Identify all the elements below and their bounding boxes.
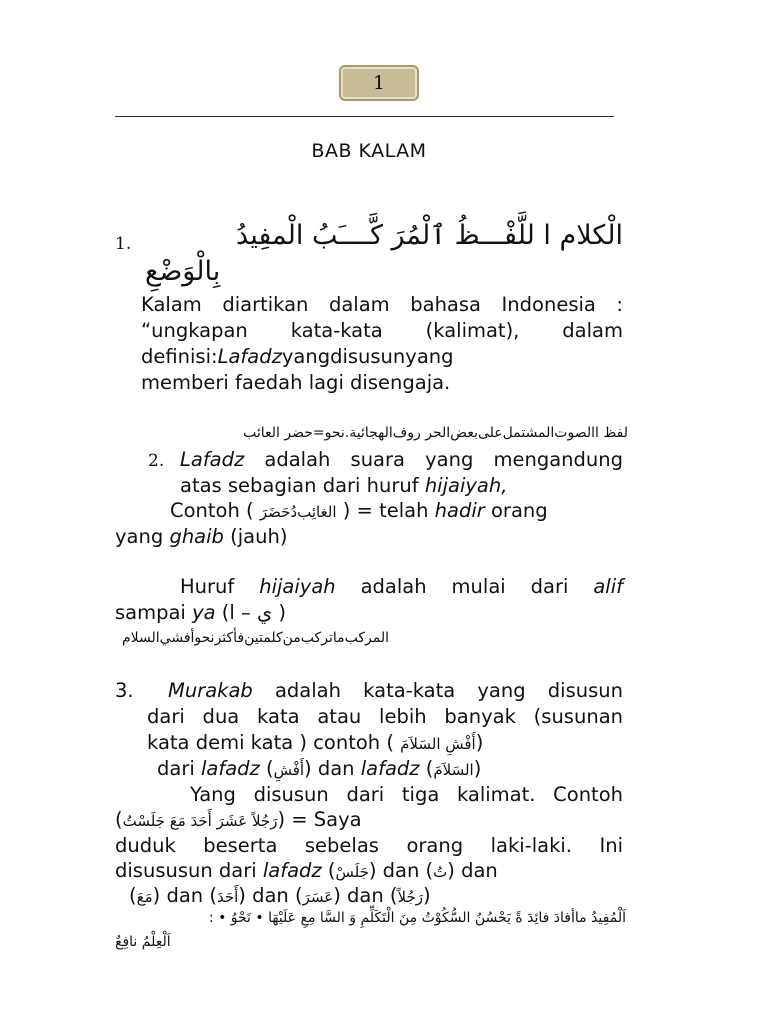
arabic-tu: تُ bbox=[433, 863, 448, 881]
item-3-line6 bbox=[115, 807, 362, 834]
item-3-line9 bbox=[129, 883, 431, 910]
item-2-line1 bbox=[180, 447, 623, 473]
item-1-arabic-line2: بِالْوَضْعِ bbox=[145, 256, 221, 287]
item-3-number: 3. bbox=[115, 679, 134, 702]
term-lafadz: Lafadz bbox=[180, 448, 245, 471]
arabic-mufid-example: اَلْعِلْمُ نافِعٌ bbox=[115, 934, 171, 950]
yang-text: yang bbox=[115, 525, 170, 548]
arabic-lafadz-definition: لفظ االصوت‌المشتمل‌على‌بعض‌الحر روف‌الهجائية.نحو=حضر العائب bbox=[243, 425, 628, 441]
paren-close: ) bbox=[475, 731, 484, 754]
item-3-line4 bbox=[157, 756, 481, 783]
item-2-yang bbox=[115, 524, 287, 550]
item-3-line1 bbox=[168, 678, 623, 704]
item-2-line2 bbox=[180, 473, 507, 499]
item-3-line8 bbox=[115, 858, 498, 885]
arabic-murakkab-definition: المركب‌ماتركب‌من‌كلمتين‌فأكثر‌نحو‌أفشي‌السلام bbox=[122, 630, 389, 646]
dan-text: ) dan ( bbox=[333, 884, 398, 907]
item-3-line3-text: kata demi kata ) contoh ( bbox=[147, 731, 394, 754]
dan-text: ) dan ( bbox=[368, 859, 434, 882]
yang-post: (jauh) bbox=[223, 525, 288, 548]
sampai-text: sampai bbox=[115, 601, 193, 624]
paren-open: ( bbox=[419, 757, 434, 780]
paren-open: ( bbox=[115, 808, 123, 831]
item-3-line2 bbox=[147, 704, 623, 730]
contoh-label: Contoh ( bbox=[170, 499, 254, 522]
arabic-afsyi-salam: أَفْشِ السَلاَمَ bbox=[400, 735, 476, 753]
item-2-number: 2. bbox=[148, 451, 165, 471]
item-3-line7-text: duduk beserta sebelas orang laki-laki. Ini bbox=[115, 834, 623, 857]
paren-close: ) bbox=[422, 884, 431, 907]
contoh-eq: ) = telah bbox=[342, 499, 435, 522]
dan-text: ) dan bbox=[304, 757, 361, 780]
term-hijaiyah: hijaiyah, bbox=[424, 474, 508, 497]
dan-text: ) dan ( bbox=[152, 884, 217, 907]
arabic-asara: عَسَرَ bbox=[302, 888, 334, 906]
chapter-title: BAB KALAM bbox=[311, 140, 427, 162]
item-3-line7 bbox=[115, 833, 623, 859]
term-hijaiyah-2: hijaiyah bbox=[259, 575, 336, 598]
paren-open: ( bbox=[321, 859, 336, 882]
item-1-desc-line: memberi faedah lagi disengaja. bbox=[141, 371, 451, 394]
item-1-desc-line: “ungkapan kata-kata (kalimat), dalam bbox=[141, 319, 623, 342]
item-1-description bbox=[141, 292, 623, 396]
item-2-line2-text: atas sebagian dari huruf bbox=[180, 474, 425, 497]
arabic-afsyi: أَفْشِ bbox=[273, 761, 305, 779]
item-1-arabic-line1: الْكلام ا للَّفْـــظُ ٱلْمُرَ كَّــــَبُ الْمفِيدُ bbox=[236, 220, 623, 251]
alif-ya-range: (ي – ا ) bbox=[215, 601, 287, 624]
arabic-ahada: أَحَدَ bbox=[216, 888, 239, 906]
dan-text: ) dan ( bbox=[238, 884, 303, 907]
item-3-line5 bbox=[190, 782, 623, 808]
dari-text: dari bbox=[157, 757, 201, 780]
arabic-mufid-definition: اَلْمُفِيدُ ماأفادَ فائِدَ ةً يَحْسُنُ السُّكُوْتُ مِنَ الْتَكَلِّمِ وَ السَّا مِعِ عَلَيْهَا • نَحْوُ • : bbox=[208, 910, 626, 926]
huruf-text: Huruf bbox=[180, 575, 260, 598]
dan-text: ) dan bbox=[447, 859, 498, 882]
page-number: 1 bbox=[372, 72, 386, 94]
arabic-rajulan: رَجُلاً bbox=[397, 888, 423, 906]
contoh-end: orang bbox=[484, 499, 548, 522]
term-lafadz: lafadz bbox=[262, 859, 322, 882]
item-1-number: 1. bbox=[115, 234, 132, 254]
arabic-salam: السَلاَمَ bbox=[433, 761, 474, 779]
term-lafadz: lafadz bbox=[360, 757, 420, 780]
huruf-text-2: adalah mulai dari bbox=[335, 575, 594, 598]
arabic-maa: مَعَ bbox=[136, 888, 153, 906]
paren-open: ( bbox=[259, 757, 274, 780]
item-1-desc-line: Kalam diartikan dalam bahasa Indonesia : bbox=[141, 293, 623, 316]
term-ghaib: ghaib bbox=[169, 525, 224, 548]
item-3-line3 bbox=[147, 730, 483, 757]
huruf-line1 bbox=[180, 574, 623, 600]
item-2-contoh bbox=[170, 498, 548, 525]
term-hadir: hadir bbox=[434, 499, 485, 522]
item-1-desc-line: definisi:Lafadzyangdisusunyang bbox=[141, 345, 454, 368]
term-murakab: Murakab bbox=[168, 679, 253, 702]
term-lafadz: lafadz bbox=[200, 757, 260, 780]
item-3-line2-text: dari dua kata atau lebih banyak (susunan bbox=[147, 705, 623, 728]
saya-text: ) = Saya bbox=[277, 808, 362, 831]
term-alif: alif bbox=[593, 575, 623, 598]
paren-close: ) bbox=[473, 757, 482, 780]
contoh-arabic: الغائِب‌دُحَضَرَ bbox=[259, 503, 337, 521]
page-number-badge bbox=[339, 65, 419, 101]
arabic-example-sentence: رَجُلاً عَشَرَ أَحَدَ مَعَ جَلَسْتُ bbox=[122, 812, 278, 830]
item-2-line1-text: adalah suara yang mengandung bbox=[244, 448, 623, 471]
arabic-jalas: جَلَسْ bbox=[335, 863, 369, 881]
header-divider bbox=[115, 116, 614, 117]
disusun-text: disususun dari bbox=[115, 859, 263, 882]
paren-open: ( bbox=[129, 884, 137, 907]
term-ya: ya bbox=[192, 601, 216, 624]
huruf-line2 bbox=[115, 600, 286, 626]
item-3-line5-text: Yang disusun dari tiga kalimat. Contoh bbox=[190, 783, 623, 806]
item-3-line1-text: adalah kata-kata yang disusun bbox=[252, 679, 623, 702]
